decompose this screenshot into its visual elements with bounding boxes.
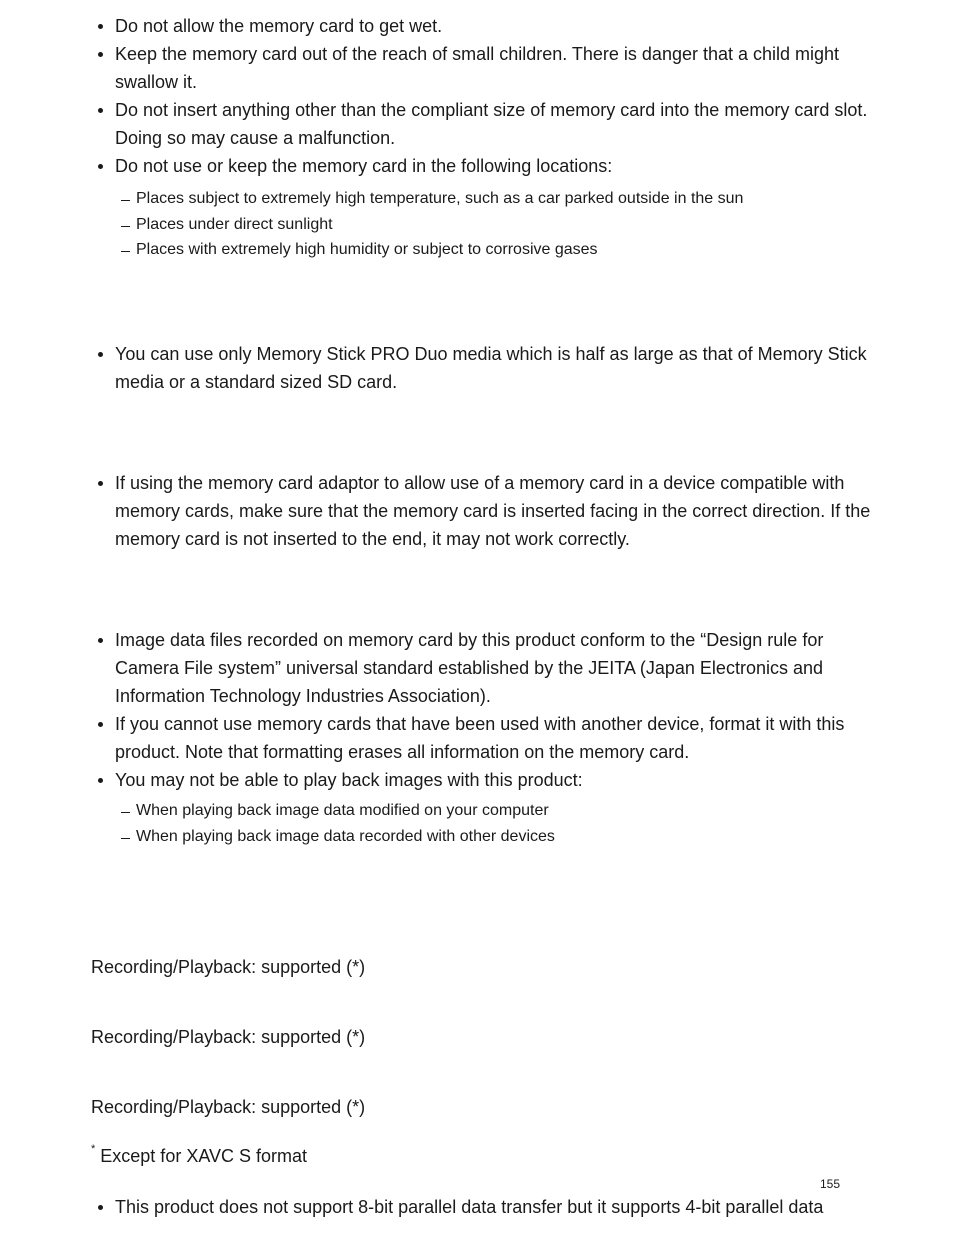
sublist-item: When playing back image data recorded with other devices [120, 824, 860, 850]
page-number: 155 [820, 1177, 841, 1191]
adaptor-list [91, 469, 881, 553]
list-item: Keep the memory card out of the reach of small children. There is danger that a child might swallow it. [91, 40, 881, 96]
list-item: Do not allow the memory card to get wet. [91, 12, 881, 40]
footnote-text: Except for XAVC S format [95, 1146, 308, 1166]
locations-sublist [120, 186, 860, 263]
playback-sublist [120, 798, 860, 849]
sublist-item: Places with extremely high humidity or subject to corrosive gases [120, 237, 860, 263]
sublist-item: When playing back image data modified on your computer [120, 798, 860, 824]
sublist-item: Places subject to extremely high temperature, such as a car parked outside in the sun [120, 186, 860, 212]
media-size-list [91, 340, 881, 396]
list-item: Do not insert anything other than the compliant size of memory card into the memory card slot. Doing so may cause a malfunction. [91, 96, 881, 152]
list-item: Do not use or keep the memory card in the following locations: [91, 152, 881, 180]
sublist-item: Places under direct sunlight [120, 212, 860, 238]
list-item: Image data files recorded on memory card by this product conform to the “Design rule for Camera File system” universal standard established by the JEITA (Japan Electronics and Information Technology Industries Association). [91, 626, 881, 710]
footnote [91, 1143, 308, 1167]
list-item: If using the memory card adaptor to allow use of a memory card in a device compatible with memory cards, make sure that the memory card is inserted facing in the correct direction. If the memory card is not inserted to the end, it may not work correctly. [91, 469, 881, 553]
image-data-list [91, 626, 881, 794]
support-line: Recording/Playback: supported (*) [91, 957, 366, 977]
list-item: This product does not support 8-bit parallel data transfer but it supports 4-bit parallel data [91, 1193, 881, 1221]
parallel-transfer-list [91, 1193, 881, 1221]
footnote-mark: * [91, 1143, 96, 1155]
list-item: You may not be able to play back images with this product: [91, 766, 881, 794]
list-item: If you cannot use memory cards that have been used with another device, format it with this product. Note that formatting erases all information on the memory card. [91, 710, 881, 766]
list-item: You can use only Memory Stick PRO Duo media which is half as large as that of Memory Stick media or a standard sized SD card. [91, 340, 881, 396]
memory-card-precautions-list [91, 12, 881, 180]
support-line: Recording/Playback: supported (*) [91, 1027, 366, 1047]
support-line: Recording/Playback: supported (*) [91, 1097, 366, 1117]
